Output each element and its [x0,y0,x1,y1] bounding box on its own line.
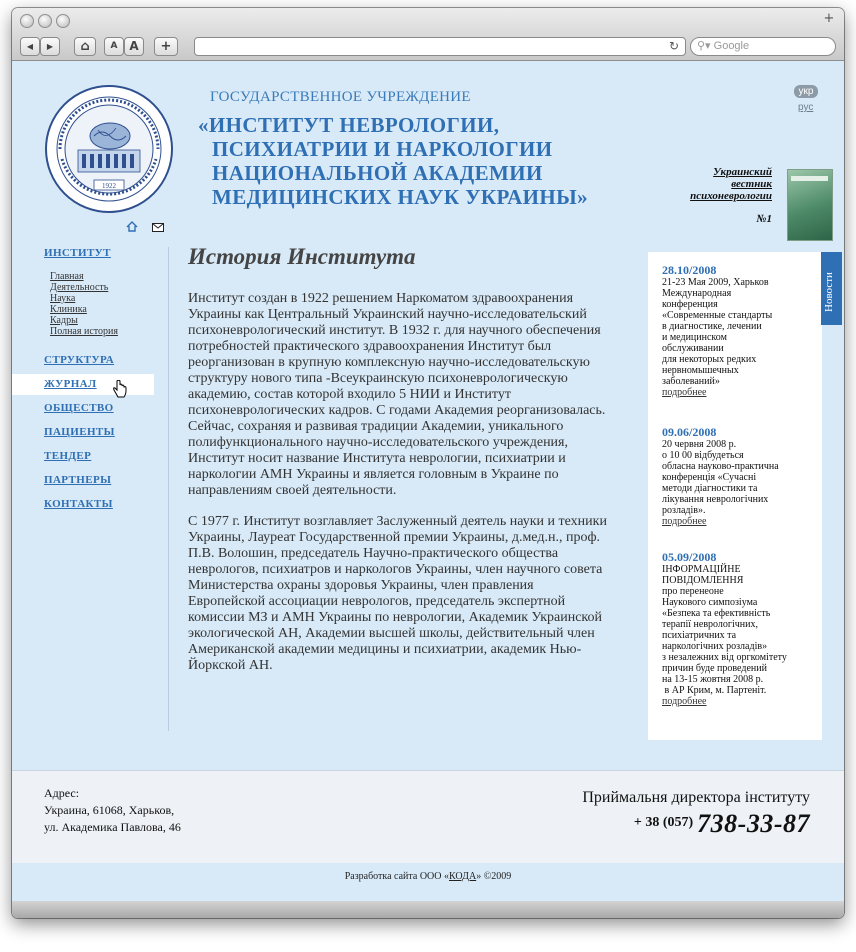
browser-window [12,8,844,918]
phone-code: + 38 (057) [633,815,694,830]
nav-sub-item[interactable]: Клиника [50,304,87,315]
nav-submenu [50,271,118,337]
add-bookmark-button[interactable]: + [154,37,178,56]
article-paragraph: С 1977 г. Институт возглавляет Заслуженный деятель науки и техники Украины, Лауреат Государственной премии Украины, д.мед.н., проф. П.В. Волошин, председатель Научно-практического общества неврологов, психиатров и наркологов Украины, член научного совета Министерства охраны здоровья Украины, член правления Европейской ассоциации неврологов, председатель экспертной комиссии МЗ и АМН Украины по неврологии, Академик Украинской экологической АН, Академии высшей школы, действительный член Американской академии медицины и психиатрии, академик Нью-Йоркской АН. [188,514,607,673]
developer-link[interactable]: КОДА [449,871,477,882]
nav-sub-item[interactable]: Полная история [50,326,118,337]
nav-item-struktura[interactable]: СТРУКТУРА [44,354,115,366]
close-window-button[interactable] [20,14,34,28]
nav-item-patsienty[interactable]: ПАЦИЕНТЫ [44,426,115,438]
lang-rus-link[interactable]: рус [798,102,814,113]
address-block [44,785,181,836]
site-credit: Разработка сайта ООО «КОДА» ©2009 [344,871,512,882]
search-field[interactable] [690,37,836,56]
address-bar[interactable] [194,37,686,56]
address-line: Украина, 61068, Харьков, [44,803,175,817]
news-tab[interactable]: Новости [821,252,842,325]
page-title: История Института [188,244,416,269]
footer [12,770,844,863]
new-tab-button[interactable]: + [823,11,835,26]
nav-item-tender[interactable]: ТЕНДЕР [44,450,92,462]
news-more-link[interactable]: подробнее [662,696,707,707]
news-date[interactable]: 28.10/2008 [662,263,717,277]
org-subtitle: ГОСУДАРСТВЕННОЕ УЧРЕЖДЕНИЕ [210,89,471,105]
journal-link[interactable] [632,166,772,225]
address-label: Адрес: [44,786,80,800]
journal-title-line: Украинский [713,166,772,178]
search-icon: ⚲▾ [697,40,714,52]
org-title-line: МЕДИЦИНСКИХ НАУК УКРАИНЫ» [212,185,589,209]
news-date[interactable]: 09.06/2008 [662,425,717,439]
reload-icon[interactable]: ↻ [668,39,679,53]
journal-number: №1 [756,213,772,225]
back-button[interactable]: ◀ [20,37,40,56]
nav-divider [168,247,169,731]
news-item: 28.10/2008 21-23 Мая 2009, Харьков Международная конференция «Современные стандарты в диагностике, лечении и медицинском обслуживании для некоторых редких нервномышечных заболеваний» подробнее [662,264,822,398]
browser-toolbar [12,8,844,61]
institute-logo[interactable] [44,84,174,214]
logo-year: 1922 [102,182,116,190]
nav-sub-item[interactable]: Главная [50,271,84,282]
news-item: 09.06/2008 20 червня 2008 р. о 10 00 відбудеться обласна науково-практична конференція «Сучасні методи діагностики та лікування неврологічних розладів». подробнее [662,426,822,527]
hand-cursor-icon [112,380,128,400]
nav-sub-item[interactable]: Кадры [50,315,78,326]
article-paragraph: Институт создан в 1922 решением Наркоматом здравоохранения Украины как Центральный Украинский научно-исследовательский психоневрологический институт. В 1932 г. для научного обеспечения потребностей практического здравоохранения Институт был реорганизован в крупную комплексную научно-исследовательскую структуру нового типа -Всеукраинскую психоневрологическую академию, состав которой входило 5 НИИ и Институт психоневрологических кадров. С годами Академия реорганизовалась. Сейчас, сохраняя и развивая традиции Академии, уникального полифункционального научно-исследовательского учреждения, Институт носит название Института неврологии, психиатрии и наркологии АМН Украины и является головным в Украине по направлениям своей деятельности. [188,291,606,498]
nav-item-partnery[interactable]: ПАРТНЕРЫ [44,474,112,486]
news-item: 05.09/2008 ІНФОРМАЦІЙНЕ ПОВІДОМЛЕННЯ про перенеоне Наукового симпозіума «Безпека та ефективність терапії неврологічних, психіатричних та наркологічних розладів» з незалежних від оргкомітету причин буде проведений на 13-15 жовтня 2008 р. в АР Крим, м. Партеніт. подробнее [662,551,822,707]
journal-title-line: вестник [731,178,772,190]
news-more-link[interactable]: подробнее [662,387,707,398]
journal-title-line: психоневрологии [690,190,772,202]
org-title-line: НАЦИОНАЛЬНОЙ АКАДЕМИИ [212,161,543,185]
forward-button[interactable]: ▶ [40,37,60,56]
journal-cover-image[interactable] [787,169,833,241]
reception-block [582,789,810,839]
home-button[interactable]: ⌂ [74,37,96,56]
nav-sub-item[interactable]: Наука [50,293,76,304]
news-more-link[interactable]: подробнее [662,516,707,527]
news-date[interactable]: 05.09/2008 [662,550,717,564]
text-smaller-button[interactable]: A [104,37,124,56]
lang-ukr-button[interactable]: укр [794,85,818,98]
phone-number: 738-33-87 [697,809,810,838]
org-title-line: ПСИХИАТРИИ И НАРКОЛОГИИ [212,137,553,161]
nav-sub-item[interactable]: Деятельность [50,282,109,293]
nav-item-institut[interactable]: ИНСТИТУТ [44,247,111,259]
article-body [188,291,612,689]
reception-label: Приймальня директора інституту [582,789,810,806]
mail-icon[interactable] [152,223,164,232]
nav-item-obshchestvo[interactable]: ОБЩЕСТВО [44,402,114,414]
org-title [198,113,618,209]
minimize-window-button[interactable] [38,14,52,28]
home-icon[interactable] [126,221,138,232]
nav-item-zhurnal[interactable]: ЖУРНАЛ [44,378,97,390]
org-title-line: «ИНСТИТУТ НЕВРОЛОГИИ, [198,113,500,137]
browser-status-bar [12,901,844,918]
address-line: ул. Академика Павлова, 46 [44,820,181,834]
nav-item-kontakty[interactable]: КОНТАКТЫ [44,498,113,510]
search-placeholder: Google [713,40,750,52]
zoom-window-button[interactable] [56,14,70,28]
page [12,61,844,918]
text-bigger-button[interactable]: A [124,37,144,56]
reception-phone [582,809,810,839]
